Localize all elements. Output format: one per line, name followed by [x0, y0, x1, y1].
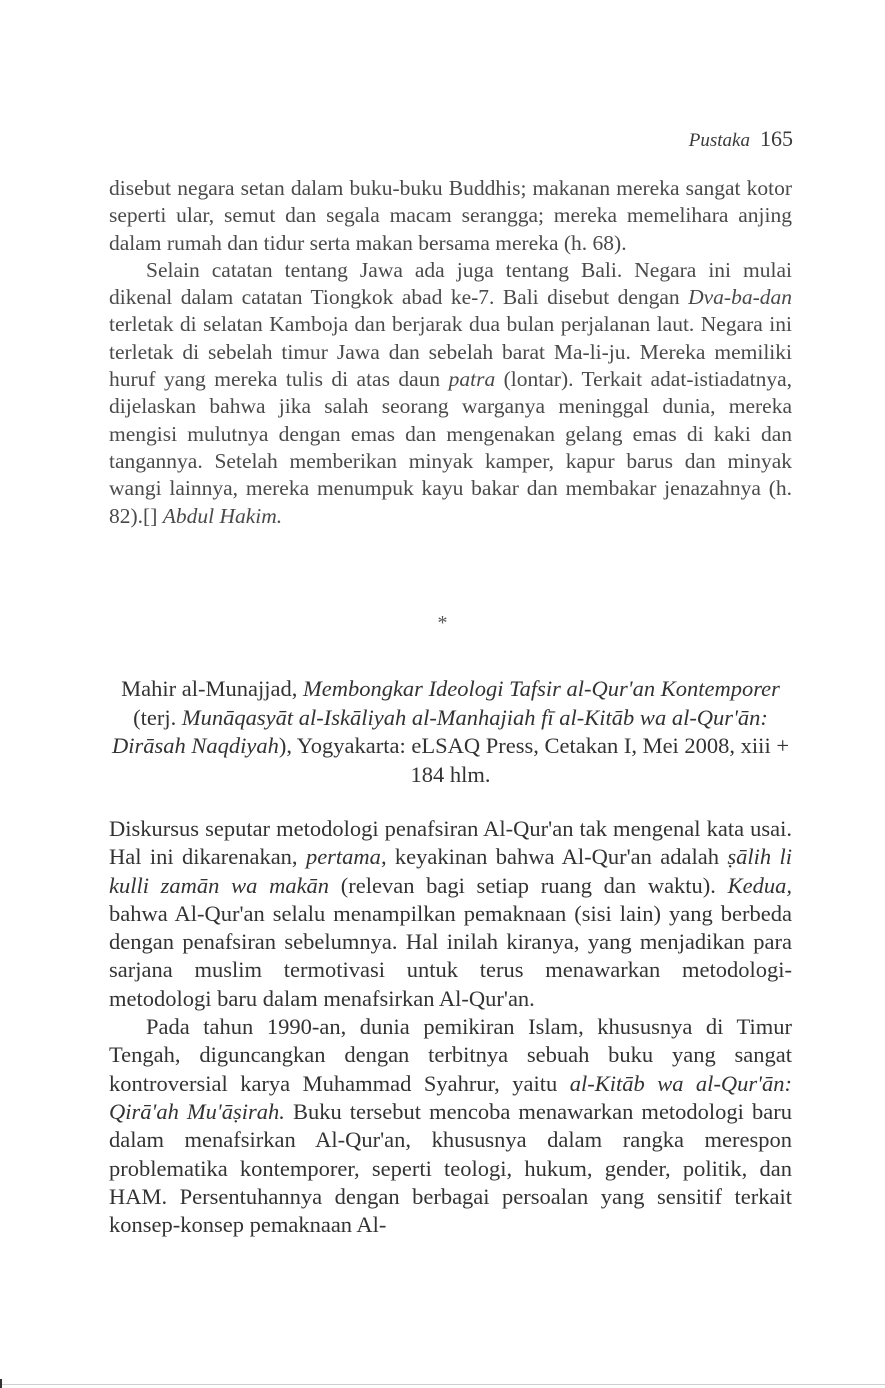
paragraph: Pada tahun 1990-an, dunia pemikiran Islam, khususnya di Timur Tengah, diguncangkan dengan terbitnya sebuah buku yang sangat kontroversial karya Muhammad Syahrur, yaitu al-Kitāb wa al-Qur'ān: Qirā'ah Mu'āṣirah. Buku tersebut mencoba menawarkan metodologi baru dalam menafsirkan Al-Qur'an, khususnya dalam rangka merespon problematika kontemporer, seperti teologi, hukum, gender, politik, dan HAM. Persentuhannya dengan berbagai persoalan yang sensitif terkait konsep-konsep pemaknaan Al- [109, 1014, 792, 1238]
book-title: Membongkar Ideologi Tafsir al-Qur'an Kontemporer [302, 676, 780, 701]
book-citation: Mahir al-Munajjad, Membongkar Ideologi Tafsir al-Qur'an Kontemporer (terj. Munāqasyāt al-Iskāliyah al-Manhajiah fī al-Kitāb wa al-Qur'ān: Dirāsah Naqdiyah), Yogyakarta: eLSAQ Press, Cetakan I, Mei 2008, xiii + 184 hlm. [111, 676, 790, 787]
review-body [109, 815, 792, 1239]
original-title: Munāqasyāt al-Iskāliyah al-Manhajiah fī al-Kitāb wa al-Qur'ān: Dirāsah Naqdiyah [111, 704, 768, 758]
paragraph: disebut negara setan dalam buku-buku Buddhis; makanan mereka sangat kotor seperti ular, semut dan segala macam serangga; mereka memelihara anjing dalam rumah dan tidur serta makan bersama mereka (h. 68). [109, 176, 792, 255]
scan-edge-line [0, 1384, 885, 1385]
running-header [689, 126, 793, 152]
paragraph: Selain catatan tentang Jawa ada juga tentang Bali. Negara ini mulai dikenal dalam catatan Tiongkok abad ke-7. Bali disebut dengan Dva-ba-dan terletak di selatan Kamboja dan berjarak dua bulan perjalanan laut. Negara ini terletak di sebelah timur Jawa dan sebelah barat Ma-li-ju. Mereka memiliki huruf yang mereka tulis di atas daun patra (lontar). Terkait adat-istiadatnya, dijelaskan bahwa jika salah seorang warganya meninggal dunia, mereka mengisi mulutnya dengan emas dan mengenakan gelang emas di kaki dan tangannya. Setelah memberikan minyak kamper, kapur barus dan minyak wangi lainnya, mereka menumpuk kayu bakar dan membakar jenazahnya (h. 82).[] Abdul Hakim. [109, 257, 792, 528]
journal-name: Pustaka [688, 130, 750, 151]
section-separator: * [437, 612, 448, 634]
page-number: 165 [760, 126, 793, 151]
author-signature: Abdul Hakim. [162, 503, 283, 528]
article-continuation [109, 175, 792, 530]
scan-corner-mark [0, 1379, 2, 1388]
paragraph: Diskursus seputar metodologi penafsiran Al-Qur'an tak mengenal kata usai. Hal ini dikarenakan, pertama, keyakinan bahwa Al-Qur'an adalah ṣālih li kulli zamān wa makān (relevan bagi setiap ruang dan waktu). Kedua, bahwa Al-Qur'an selalu menampilkan pemaknaan (sisi lain) yang berbeda dengan penafsiran sebelumnya. Hal inilah kiranya, yang menjadikan para sarjana muslim termotivasi untuk terus menawarkan metodologi-metodologi baru dalam menafsirkan Al-Qur'an. [109, 816, 792, 1011]
